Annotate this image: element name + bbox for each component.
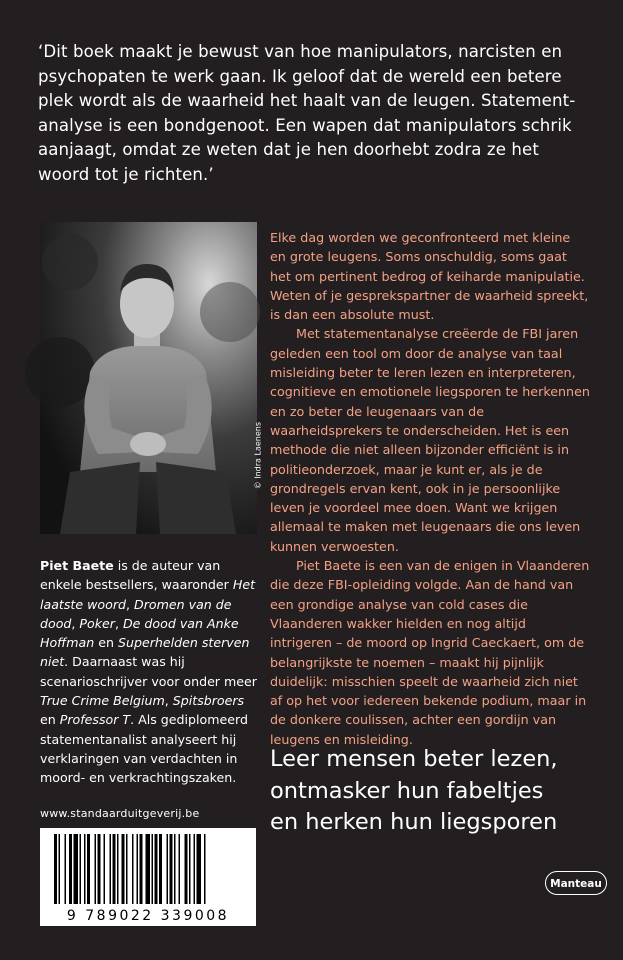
publisher-logo: Manteau — [545, 871, 607, 895]
tagline: Leer mensen beter lezen, ontmasker hun fabeltjes en herken hun liegsporen — [270, 746, 558, 835]
back-cover-blurb — [270, 228, 590, 749]
author-photo — [40, 222, 262, 534]
author-name: Piet Baete — [40, 558, 114, 573]
blurb-paragraph: Met statementanalyse creëerde de FBI jaren geleden een tool om door de analyse van taal misleiding beter te leren lezen en interpreteren, cognitieve en emotionele liegsporen te herkennen en zo beter de leugenaars van de waarheidsprekers te onderscheiden. Het is een methode die niet alleen bijzonder efficiënt is in politieonderzoek, maar je kunt er, als je de grondregels ervan kent, ook in je persoonlijke leven je voordeel mee doen. Want we krijgen allemaal te maken met leugenaars die ons leven kunnen verwoesten. — [270, 326, 590, 554]
bio-text: . Als gediplomeerd statementanalist analyseert hij verklaringen van verdachten in moord- en verkrachtingszaken. — [40, 712, 248, 786]
endorsement-quote: ‘Dit boek maakt je bewust van hoe manipulators, narcisten en psychopaten te werk gaan. Ik geloof dat de wereld een betere plek wordt als de waarheid het haalt van de leugen. Statement- analyse is een bondgenoot. Een wapen dat manipulators schrik aanjaagt, omdat ze weten dat je hen doorhebt zodra ze het woord tot je richten.’ — [38, 42, 576, 184]
book-title: Superhelden sterven niet — [40, 635, 250, 670]
bio-text: , — [164, 693, 173, 709]
author-bio — [40, 556, 262, 788]
blurb-paragraph: Elke dag worden we geconfronteerd met kleine en grote leugens. Soms onschuldig, soms gaat het om pertinent bedrog of keiharde manipulatie. Weten of je gesprekspartner de waarheid spreekt, is dan een absolute must. — [270, 230, 589, 323]
bio-text: , — [114, 615, 123, 631]
isbn-barcode — [40, 828, 256, 926]
barcode-bars — [40, 828, 256, 906]
photo-credit: © Indra Laenens — [253, 422, 262, 490]
show-title: Spitsbroers — [172, 693, 245, 709]
bio-text: is de auteur van enkele bestsellers, waaronder — [40, 558, 233, 593]
book-title: De dood van Anke Hoffman — [40, 615, 239, 651]
show-title: Professor T — [59, 712, 131, 728]
bio-text: en — [40, 712, 60, 728]
book-title: Poker — [79, 615, 115, 631]
book-title: Dromen van de dood — [40, 596, 232, 631]
show-title: True Crime Belgium — [40, 693, 165, 709]
bio-text: , — [71, 615, 80, 631]
bio-text: . Daarnaast was hij scenarioschrijver voor onder meer — [40, 654, 257, 689]
bio-text: , — [126, 596, 135, 612]
blurb-paragraph: Piet Baete is een van de enigen in Vlaanderen die deze FBI-opleiding volgde. Aan de hand van een grondige analyse van cold cases die Vlaanderen wakker hielden en nog altijd intrigeren – de moord op Ingrid Caeckaert, om de belangrijkste te noemen – maakt hij pijnlijk duidelijk: misschien speelt de waarheid zich niet af op het voor iedereen bekende podium, maar in de donkere coulissen, achter een gordijn van leugens en misleiding. — [270, 558, 590, 747]
bio-text: en — [94, 635, 118, 651]
publisher-website: www.standaarduitgeverij.be — [40, 807, 200, 820]
author-photo-illustration — [40, 222, 257, 534]
book-title: Het laatste woord — [40, 577, 256, 612]
isbn-number: 9 789022 339008 — [66, 908, 230, 924]
